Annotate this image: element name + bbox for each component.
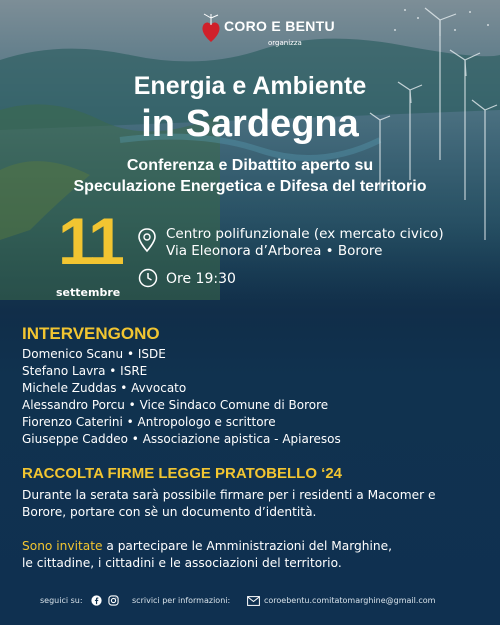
contact-email[interactable]: coroebentu.comitatomarghine@gmail.com <box>264 596 436 605</box>
petition-text-line-2: Borore, portare con sè un documento d’identità. <box>22 505 317 519</box>
speaker-item: Alessandro Porcu • Vice Sindaco Comune di Borore <box>22 398 329 412</box>
event-time: Ore 19:30 <box>166 271 236 287</box>
organizer-logo <box>200 12 340 57</box>
venue-name: Centro polifunzionale (ex mercato civico) <box>166 226 444 242</box>
contact-label: scrivici per informazioni: <box>132 596 231 605</box>
clock-icon <box>138 268 158 288</box>
facebook-icon[interactable] <box>91 595 102 606</box>
title-line-2: in Sardegna <box>141 103 359 145</box>
venue-address: Via Eleonora d’Arborea • Borore <box>166 243 383 259</box>
instagram-icon[interactable] <box>108 595 119 606</box>
speakers-heading: INTERVENGONO <box>22 324 160 343</box>
speaker-item: Michele Zuddas • Avvocato <box>22 381 187 395</box>
invite-line-2: le cittadine, i cittadini e le associazioni del territorio. <box>22 556 342 570</box>
petition-text-line-1: Durante la serata sarà possibile firmare per i residenti a Macomer e <box>22 488 436 502</box>
speaker-item: Stefano Lavra • ISRE <box>22 364 148 378</box>
petition-heading: RACCOLTA FIRME LEGGE PRATOBELLO ‘24 <box>22 465 343 482</box>
location-pin-icon <box>137 227 157 253</box>
event-day: 11 <box>58 204 122 278</box>
heart-turbine-icon <box>200 12 222 46</box>
speaker-item: Giuseppe Caddeo • Associazione apistica - Apiaresos <box>22 432 341 446</box>
logo-subtitle: organizza <box>268 39 302 47</box>
invite-line-1-rest: a partecipare le Amministrazioni del Marghine, <box>102 539 392 553</box>
title-line-1: Energia e Ambiente <box>133 72 367 100</box>
follow-label: seguici su: <box>40 596 83 605</box>
subtitle-line-1: Conferenza e Dibattito aperto su <box>126 157 374 174</box>
invite-accent: Sono invitate <box>22 539 103 553</box>
mail-icon <box>247 596 260 606</box>
speaker-item: Fiorenzo Caterini • Antropologo e scrittore <box>22 415 276 429</box>
invite-line-1 <box>22 539 392 553</box>
speaker-item: Domenico Scanu • ISDE <box>22 347 166 361</box>
subtitle-line-2: Speculazione Energetica e Difesa del territorio <box>73 178 427 195</box>
event-month: settembre <box>56 286 121 299</box>
logo-name: CORO E BENTU <box>224 18 335 34</box>
